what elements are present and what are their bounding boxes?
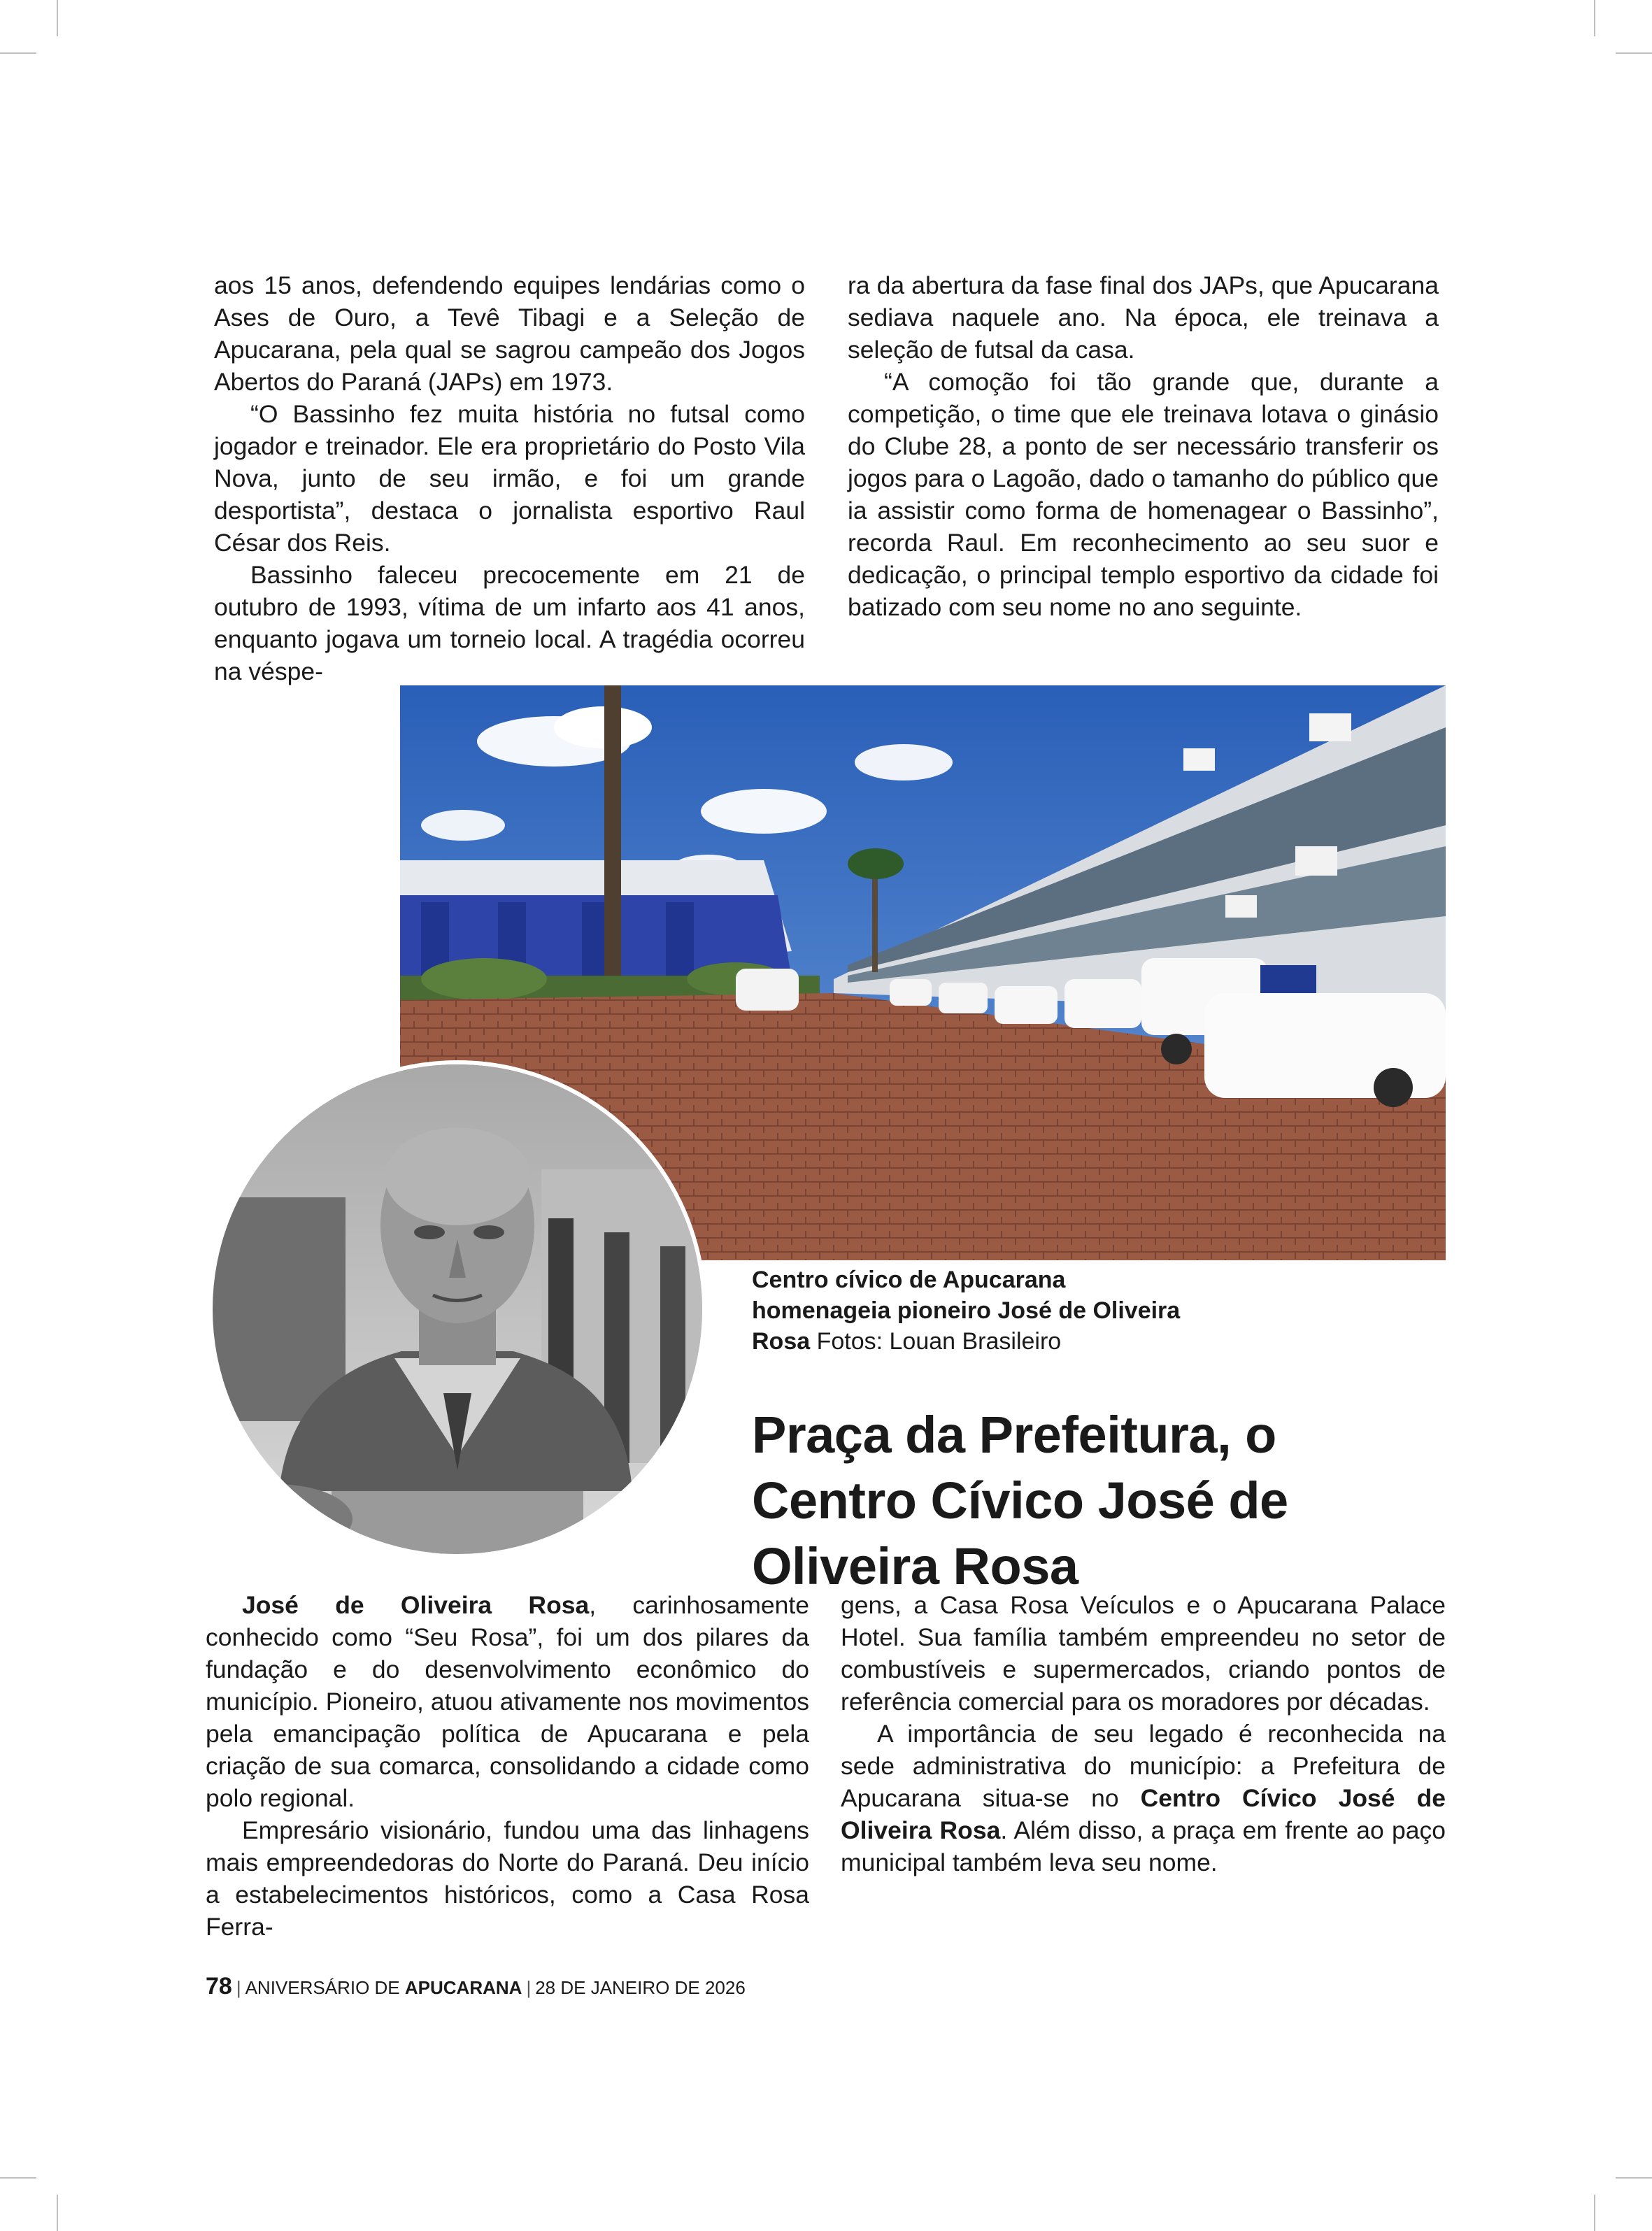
crop-mark (1616, 52, 1652, 54)
crop-mark (57, 0, 58, 36)
bold-name: Centro Cívico José de Oliveira Rosa (841, 1784, 1446, 1844)
bust-photo (208, 1060, 706, 1558)
crop-mark (1594, 0, 1595, 36)
headline: Praça da Prefeitura, o Centro Cívico José de Oliveira Rosa (752, 1406, 1288, 1595)
bottom-right-column (841, 1589, 1446, 1879)
footer-date: 28 DE JANEIRO DE 2026 (535, 1977, 746, 1998)
separator: | (526, 1977, 532, 1998)
bust-illustration (213, 1064, 702, 1554)
paragraph-text: A importância de seu legado é reconhecida na sede administrativa do município: a Prefeitura de Apucarana situa-se no (841, 1720, 1446, 1812)
crop-mark (57, 2195, 58, 2231)
photo-caption (752, 1264, 1199, 1357)
paragraph: ra da abertura da fase final dos JAPs, que Apucarana sediava naquele ano. Na época, ele treinava a seleção de futsal da casa. (848, 271, 1439, 364)
crop-mark (0, 52, 36, 54)
crop-mark (0, 2177, 36, 2179)
paragraph-text: , carinhosamente conhecido como “Seu Rosa”, foi um dos pilares da fundação e do desenvolvimento econômico do município. Pioneiro, atuou ativamente nos movimentos pela emancipação política de Apucarana e pela criação de sua comarca, consolidando a cidade como polo regional. (206, 1591, 809, 1812)
caption-title: Centro cívico de Apucarana homenageia pioneiro José de Oliveira Rosa (752, 1267, 1181, 1355)
paragraph: Bassinho faleceu precocemente em 21 de outubro de 1993, vítima de um infarto aos 41 anos, enquanto jogava um torneio local. A tragédia ocorreu na véspe- (214, 561, 805, 685)
crop-mark (1616, 2177, 1652, 2179)
top-right-column (848, 269, 1439, 623)
paragraph (841, 1718, 1446, 1879)
paragraph: aos 15 anos, defendendo equipes lendárias como o Ases de Ouro, a Tevê Tibagi e a Seleção de Apucarana, pela qual se sagrou campeão dos Jogos Abertos do Paraná (JAPs) em 1973. (214, 271, 805, 396)
photo-credit: Fotos: Louan Brasileiro (810, 1328, 1062, 1355)
paragraph: Empresário visionário, fundou uma das linhagens mais empreendedoras do Norte do Paraná. Deu início a estabelecimentos históricos, como a Casa Rosa Ferra- (206, 1816, 809, 1941)
crop-mark (1594, 2195, 1595, 2231)
top-left-column (214, 269, 805, 687)
footer-city: APUCARANA (404, 1977, 522, 1998)
bold-name: José de Oliveira Rosa (242, 1591, 590, 1619)
separator: | (236, 1977, 241, 1998)
paragraph-text: . Além disso, a praça em frente ao paço municipal também leva seu nome. (841, 1816, 1446, 1876)
page-footer (206, 1974, 746, 2000)
paragraph: gens, a Casa Rosa Veículos e o Apucarana Palace Hotel. Sua família também empreendeu no setor de combustíveis e supermercados, criando pontos de referência comercial para os moradores por décadas. (841, 1591, 1446, 1716)
paragraph: “A comoção foi tão grande que, durante a competição, o time que ele treinava lotava o ginásio do Clube 28, a ponto de ser necessário transferir os jogos para o Lagoão, dado o tamanho do público que ia assistir como forma de homenagear o Bassinho”, recorda Raul. Em reconhecimento ao seu suor e dedicação, o principal templo esportivo da cidade foi batizado com seu nome no ano seguinte. (848, 368, 1439, 621)
paragraph: “O Bassinho fez muita história no futsal como jogador e treinador. Ele era proprietário do Posto Vila Nova, junto de seu irmão, e foi um grande desportista”, destaca o jornalista esportivo Raul César dos Reis. (214, 400, 805, 557)
paragraph (206, 1589, 809, 1814)
bottom-left-column (206, 1589, 809, 1943)
footer-prefix: ANIVERSÁRIO DE (245, 1977, 405, 1998)
page-number: 78 (206, 1973, 232, 2000)
